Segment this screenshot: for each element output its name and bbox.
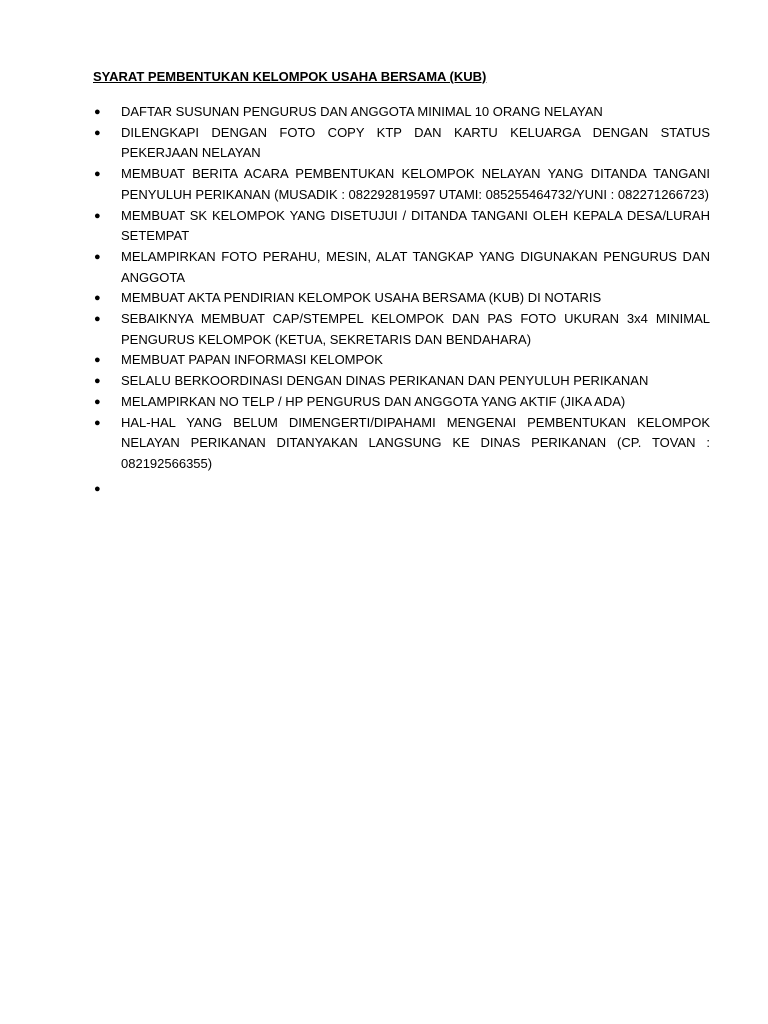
list-item — [94, 164, 710, 205]
list-item — [94, 206, 710, 247]
list-item-text: MEMBUAT SK KELOMPOK YANG DISETUJUI / DITANDA TANGANI OLEH KEPALA DESA/LURAH SETEMPAT — [121, 207, 710, 244]
list-item — [94, 350, 710, 371]
bullet-icon: ● — [94, 209, 101, 222]
bullet-icon: ● — [94, 168, 101, 181]
bullet-icon: ● — [94, 354, 101, 367]
list-item-text: MEMBUAT BERITA ACARA PEMBENTUKAN KELOMPOK NELAYAN YANG DITANDA TANGANI PENYULUH PERIKANAN (MUSADIK : 082292819597 UTAMI: 085255464732/YUNI : 082271266723) — [121, 166, 710, 202]
list-item-text: HAL-HAL YANG BELUM DIMENGERTI/DIPAHAMI MENGENAI PEMBENTUKAN KELOMPOK NELAYAN PERIKANAN DITANYAKAN LANGSUNG KE DINAS PERIKANAN (CP. TOVAN : 082192566355) — [121, 414, 710, 471]
list-item-text: DAFTAR SUSUNAN PENGURUS DAN ANGGOTA MINIMAL 10 ORANG NELAYAN — [121, 104, 603, 119]
bullet-icon: ● — [94, 106, 101, 118]
bullet-icon: ● — [94, 416, 101, 429]
list-item-text: MELAMPIRKAN FOTO PERAHU, MESIN, ALAT TANGKAP YANG DIGUNAKAN PENGURUS DAN ANGGOTA — [121, 248, 710, 285]
bullet-icon: ● — [94, 313, 101, 326]
list-item-text: MELAMPIRKAN NO TELP / HP PENGURUS DAN ANGGOTA YANG AKTIF (JIKA ADA) — [121, 393, 626, 409]
list-item — [94, 247, 710, 288]
bullet-icon: ● — [94, 292, 101, 305]
bullet-icon: ● — [94, 395, 101, 408]
list-item — [94, 102, 710, 123]
list-item — [94, 413, 710, 475]
list-item-text: MEMBUAT PAPAN INFORMASI KELOMPOK — [121, 352, 383, 368]
list-item-text: SEBAIKNYA MEMBUAT CAP/STEMPEL KELOMPOK DAN PAS FOTO UKURAN 3x4 MINIMAL PENGURUS KELOMPOK (KETUA, SEKRETARIS DAN BENDAHARA) — [121, 311, 710, 347]
list-item-text: SELALU BERKOORDINASI DENGAN DINAS PERIKANAN DAN PENYULUH PERIKANAN — [121, 373, 649, 389]
document-title: SYARAT PEMBENTUKAN KELOMPOK USAHA BERSAMA (KUB) — [93, 69, 487, 84]
list-item-text: MEMBUAT AKTA PENDIRIAN KELOMPOK USAHA BERSAMA (KUB) DI NOTARIS — [121, 290, 602, 306]
list-item — [94, 288, 710, 309]
bullet-icon: ● — [94, 375, 101, 388]
list-item-empty — [94, 479, 710, 500]
list-item — [94, 392, 710, 413]
list-item — [94, 371, 710, 392]
list-item-text: DILENGKAPI DENGAN FOTO COPY KTP DAN KARTU KELUARGA DENGAN STATUS PEKERJAAN NELAYAN — [121, 124, 710, 161]
requirements-list — [94, 102, 710, 499]
list-item — [94, 309, 710, 350]
bullet-icon: ● — [94, 250, 101, 263]
bullet-icon: ● — [94, 482, 101, 495]
bullet-icon: ● — [94, 126, 101, 139]
list-item — [94, 123, 710, 164]
